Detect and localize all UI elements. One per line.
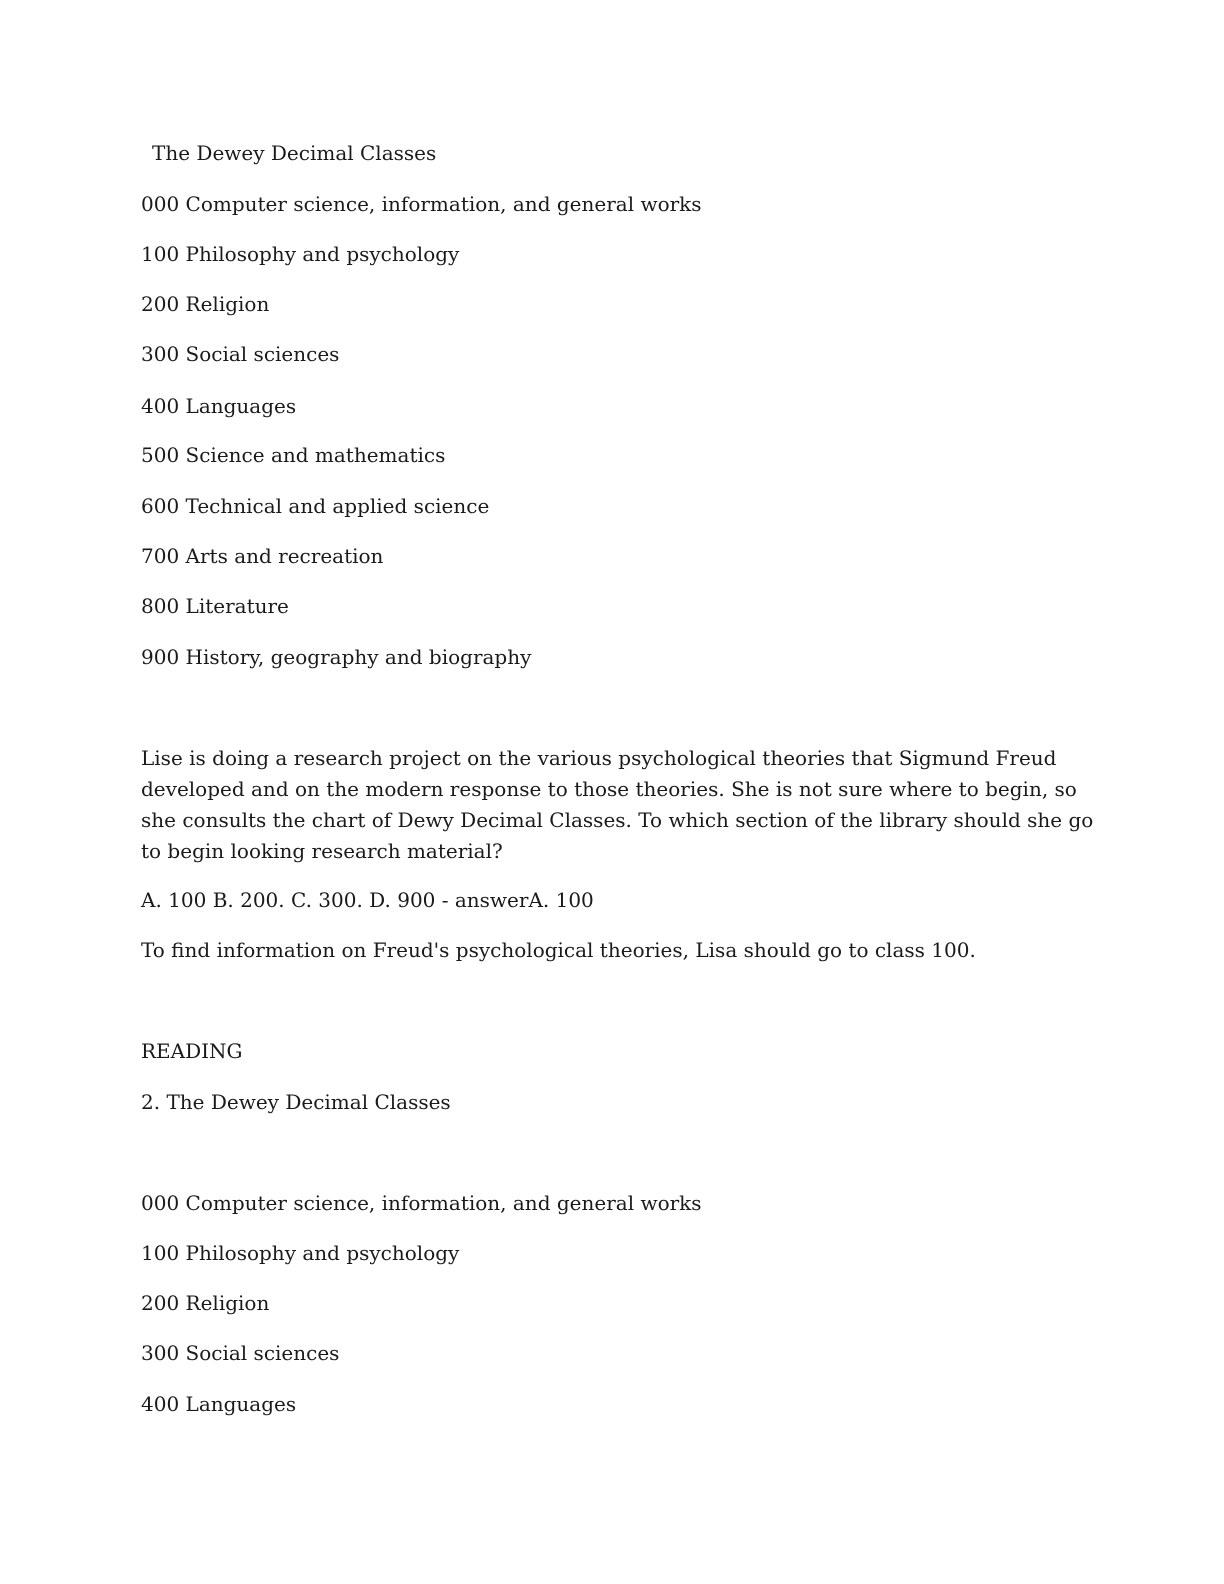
answer-options: A. 100 B. 200. C. 300. D. 900 - answerA. 100: [141, 888, 594, 912]
class-item-900: 900 History, geography and biography: [141, 645, 532, 669]
class-item-100: 100 Philosophy and psychology: [141, 242, 460, 266]
class-item-100-b: 100 Philosophy and psychology: [141, 1241, 460, 1265]
class-item-500: 500 Science and mathematics: [141, 443, 446, 467]
class-item-000: 000 Computer science, information, and general works: [141, 192, 702, 216]
class-item-400-b: 400 Languages: [141, 1392, 297, 1416]
class-item-300-b: 300 Social sciences: [141, 1341, 340, 1365]
class-item-000-b: 000 Computer science, information, and general works: [141, 1191, 702, 1215]
class-item-800: 800 Literature: [141, 594, 289, 618]
section-title: The Dewey Decimal Classes: [152, 141, 437, 165]
answer-explanation: To find information on Freud's psychological theories, Lisa should go to class 100.: [141, 938, 976, 962]
class-item-200: 200 Religion: [141, 292, 270, 316]
question-paragraph: Lise is doing a research project on the various psychological theories that Sigmund Freud developed and on the modern response to those theories. She is not sure where to begin, so she consults the chart of Dewy Decimal Classes. To which section of the library should she go to begin looking research material?: [141, 746, 1094, 863]
section-title-2: 2. The Dewey Decimal Classes: [141, 1090, 451, 1114]
class-item-200-b: 200 Religion: [141, 1291, 270, 1315]
class-item-400: 400 Languages: [141, 394, 297, 418]
section-heading-reading: READING: [141, 1039, 243, 1063]
class-item-600: 600 Technical and applied science: [141, 494, 490, 518]
class-item-700: 700 Arts and recreation: [141, 544, 384, 568]
class-item-300: 300 Social sciences: [141, 342, 340, 366]
